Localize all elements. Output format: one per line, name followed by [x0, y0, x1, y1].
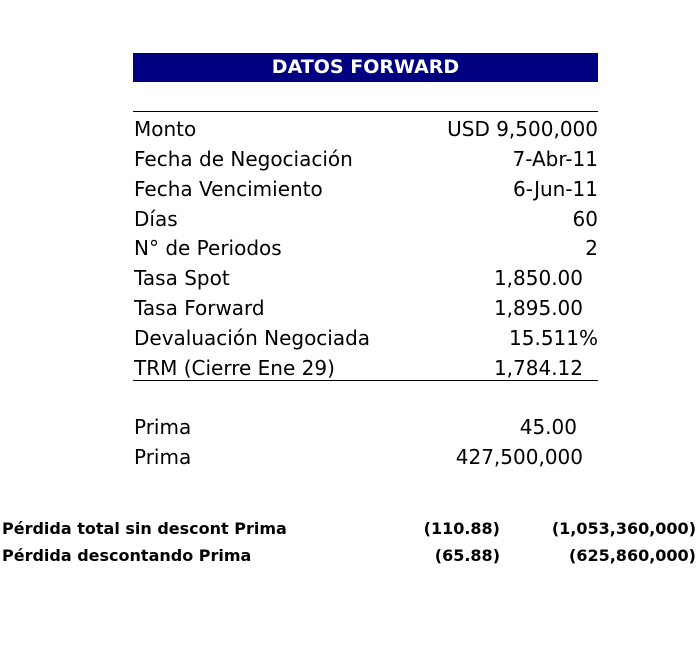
row-trm [134, 353, 598, 383]
section-title: DATOS FORWARD [133, 53, 598, 82]
row-label: Tasa Spot [134, 266, 230, 290]
row-value: 1,784.12 [493, 356, 583, 380]
summary-row-con-prima [2, 543, 696, 569]
row-fecha-negociacion [134, 144, 598, 174]
summary-value-total: (625,860,000) [569, 546, 696, 565]
row-label: Fecha de Negociación [134, 147, 353, 171]
row-value: 1,895.00 [493, 296, 583, 320]
row-label: Días [134, 207, 178, 231]
row-dias [134, 204, 598, 234]
row-prima-total [134, 442, 598, 472]
row-tasa-spot [134, 263, 598, 293]
row-value: 2 [585, 236, 598, 260]
row-monto [134, 114, 598, 144]
row-label: Devaluación Negociada [134, 326, 371, 350]
summary-label: Pérdida total sin descont Prima [2, 519, 287, 538]
summary-row-sin-prima [2, 516, 696, 542]
row-devaluacion [134, 323, 598, 353]
row-value: 1,850.00 [493, 266, 583, 290]
row-value: USD 9,500,000 [447, 117, 598, 141]
row-value: 7-Abr-11 [512, 147, 598, 171]
row-value: 60 [572, 207, 598, 231]
summary-label: Pérdida descontando Prima [2, 546, 252, 565]
row-label: Prima [134, 415, 192, 439]
top-divider [133, 111, 598, 112]
summary-value-total: (1,053,360,000) [551, 519, 696, 538]
row-tasa-forward [134, 293, 598, 323]
row-label: Monto [134, 117, 197, 141]
summary-value-unit: (65.88) [434, 546, 500, 565]
row-label: Prima [134, 445, 192, 469]
row-periodos [134, 233, 598, 263]
row-label: Fecha Vencimiento [134, 177, 323, 201]
row-prima-unit [134, 412, 598, 442]
row-value: 6-Jun-11 [513, 177, 598, 201]
row-value: 427,500,000 [455, 445, 583, 469]
row-fecha-vencimiento [134, 174, 598, 204]
row-label: TRM (Cierre Ene 29) [134, 356, 335, 380]
row-label: N° de Periodos [134, 236, 282, 260]
row-label: Tasa Forward [134, 296, 265, 320]
bottom-divider [133, 380, 598, 381]
row-value: 45.00 [519, 415, 577, 439]
summary-value-unit: (110.88) [423, 519, 500, 538]
row-value: 15.511% [509, 326, 598, 350]
